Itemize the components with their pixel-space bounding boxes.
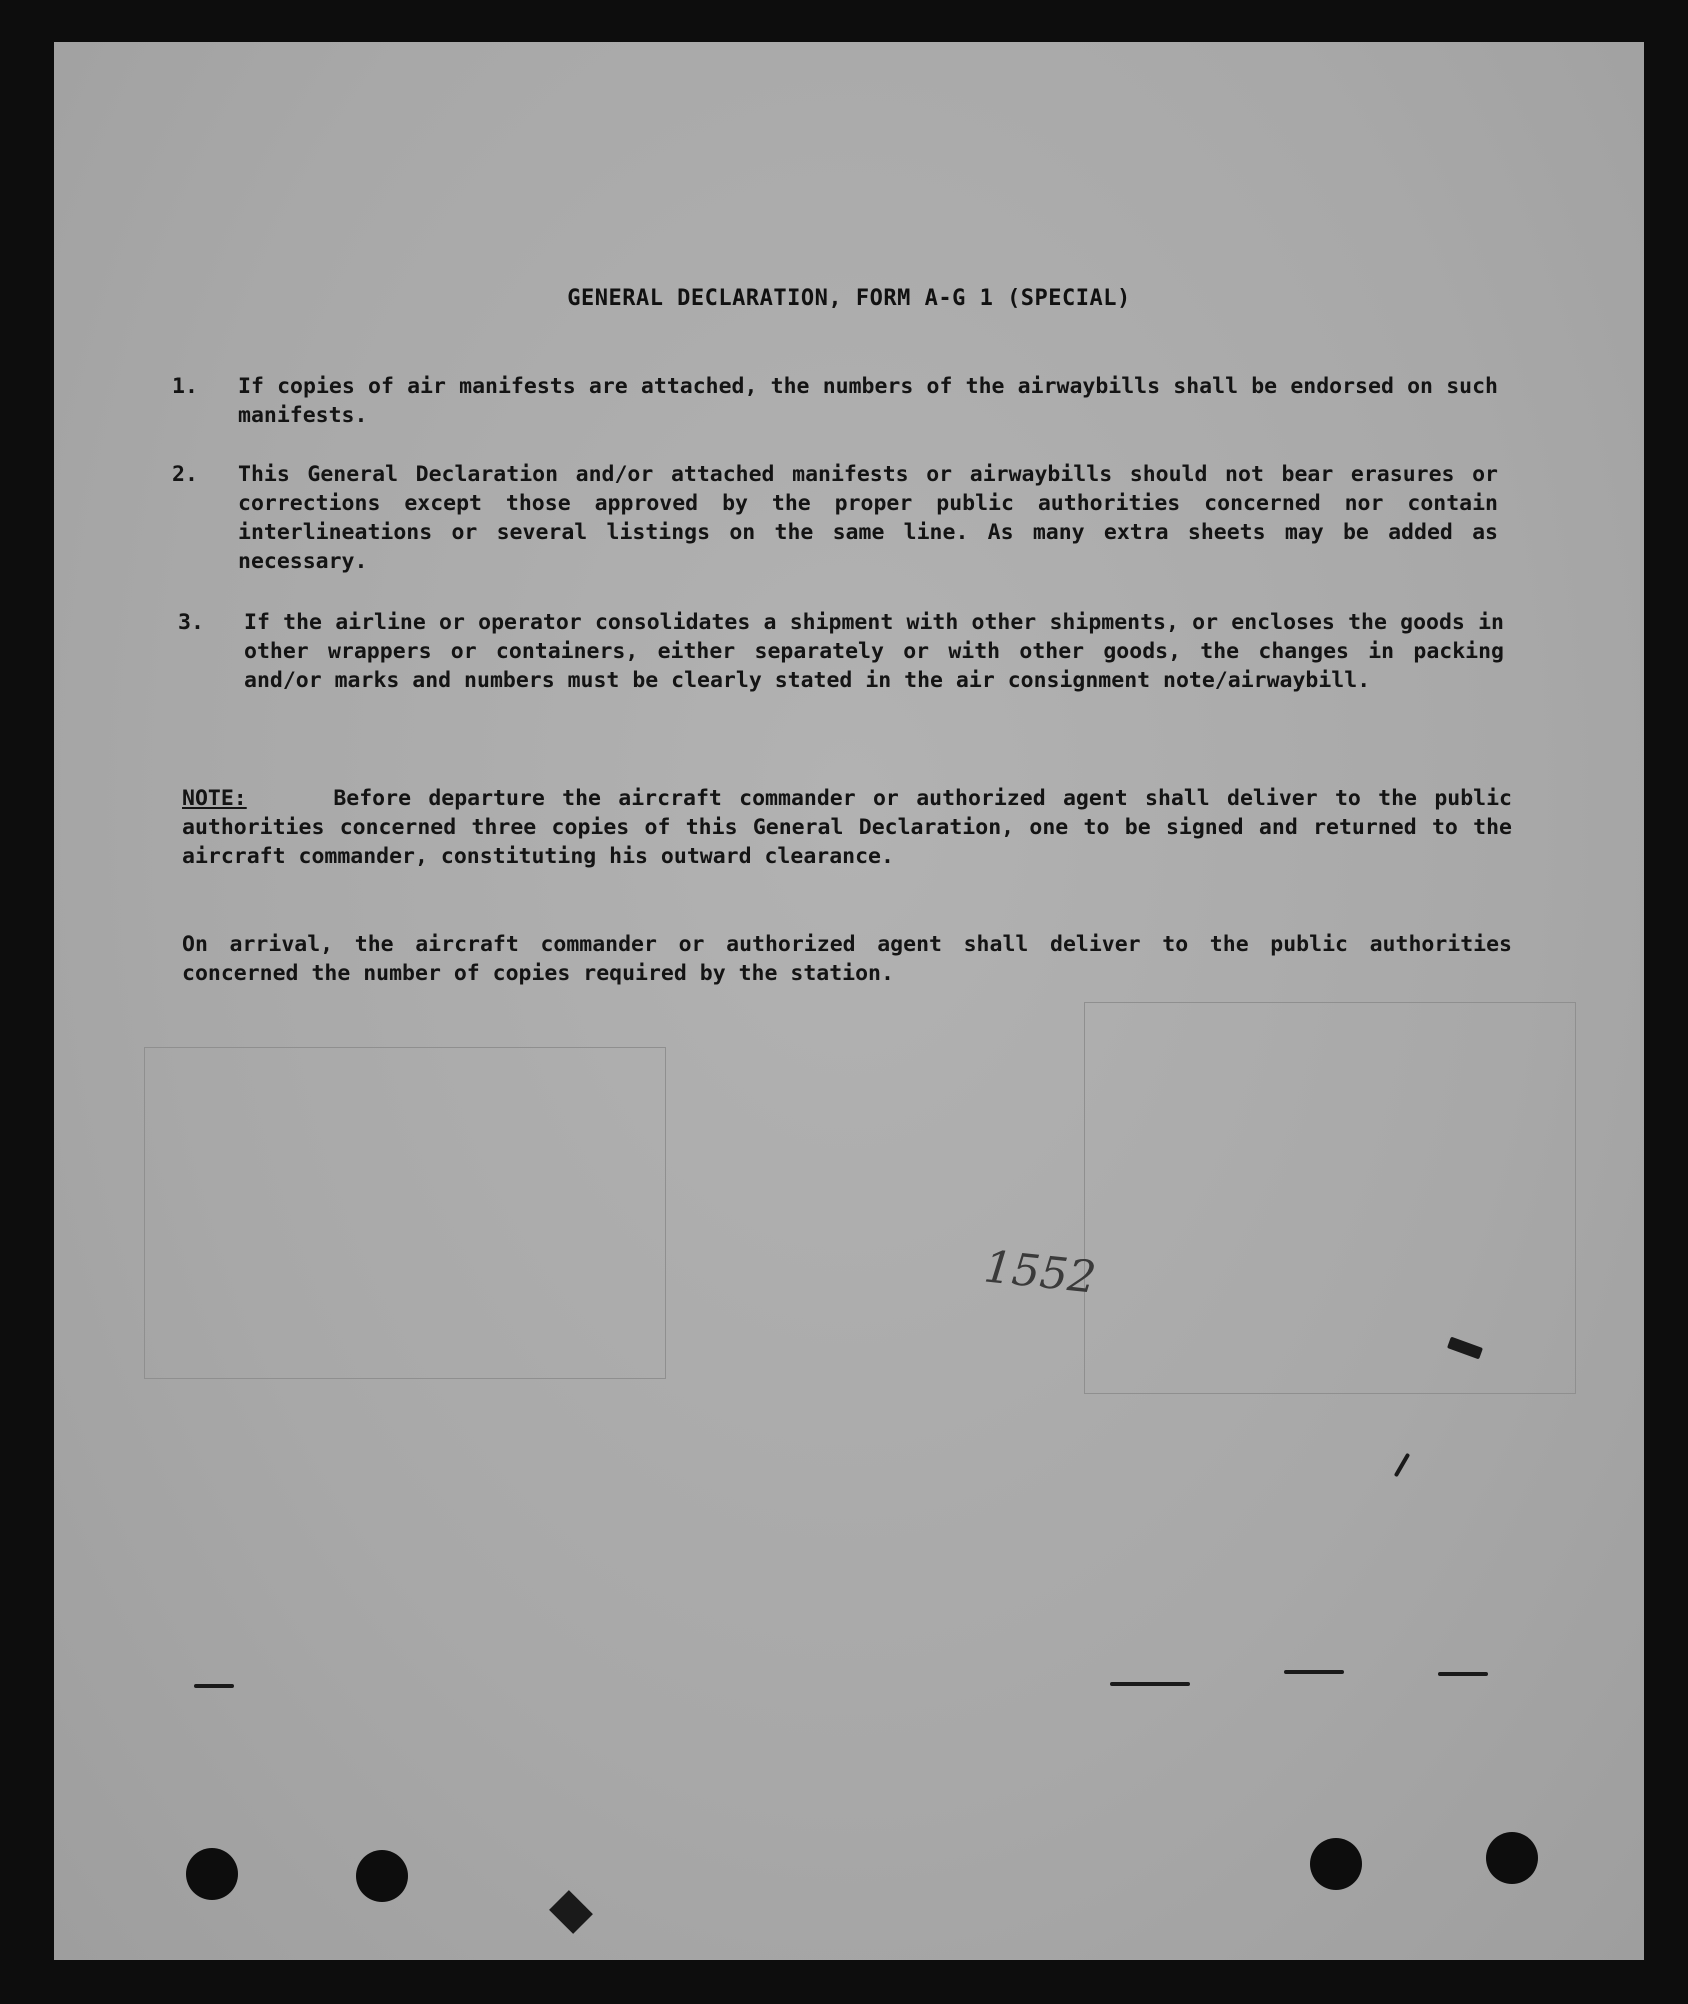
ink-speck: [1284, 1670, 1344, 1674]
ink-speck: [549, 1890, 593, 1934]
item-text: If copies of air manifests are attached, the numbers of the airwaybills shall be endorsed on such manifests.: [238, 374, 1498, 428]
bleed-through-box-right: [1084, 1002, 1576, 1394]
document-page: [54, 42, 1644, 1960]
item-number: 1.: [172, 374, 198, 399]
handwritten-number: 1552: [981, 1241, 1099, 1304]
punch-hole: [356, 1850, 408, 1902]
page-title: GENERAL DECLARATION, FORM A-G 1 (SPECIAL): [567, 286, 1131, 311]
bleed-through-box-left: [144, 1047, 666, 1379]
item-number: 3.: [178, 610, 204, 635]
item-text: If the airline or operator consolidates a shipment with other shipments, or encloses the goods in other wrappers or containers, either separately or with other goods, the changes in packing and/or marks and numbers must be clearly stated in the air consignment note/airwaybill.: [244, 610, 1504, 693]
ink-speck: [1438, 1672, 1488, 1676]
punch-hole: [186, 1848, 238, 1900]
ink-speck: [1110, 1682, 1190, 1686]
item-number: 2.: [172, 462, 198, 487]
item-text: This General Declaration and/or attached manifests or airwaybills should not bear erasures or corrections except those approved by the proper public authorities concerned nor contain interlineations or several listings on the same line. As many extra sheets may be added as necessary.: [238, 462, 1498, 574]
note-paragraph: [182, 784, 1512, 871]
punch-hole: [1486, 1832, 1538, 1884]
ink-speck: [1394, 1453, 1410, 1478]
arrival-paragraph: On arrival, the aircraft commander or authorized agent shall deliver to the public authorities concerned the number of copies required by the station.: [182, 932, 1512, 986]
ink-speck: [194, 1684, 234, 1688]
note-text: Before departure the aircraft commander or authorized agent shall deliver to the public authorities concerned three copies of this General Declaration, one to be signed and returned to the aircraft commander, constituting his outward clearance.: [182, 786, 1512, 869]
punch-hole: [1310, 1838, 1362, 1890]
note-label: NOTE:: [182, 786, 247, 811]
